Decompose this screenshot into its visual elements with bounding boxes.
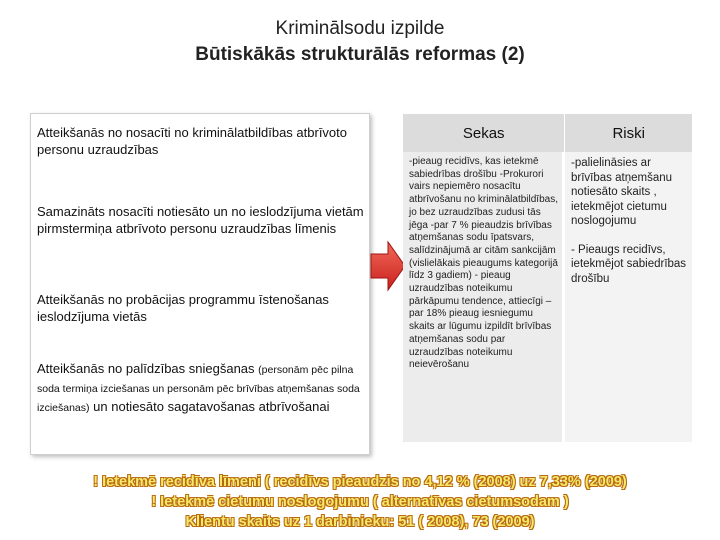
reform-item-1: Atteikšanās no nosacīti no kriminālatbildības atbrīvoto personu uzraudzības: [37, 125, 348, 157]
risk-item-2: - Pieaugs recidīvs, ietekmējot sabiedrības drošību: [571, 243, 687, 285]
consequences-risks-table: [403, 114, 693, 442]
reform-item-4: [37, 360, 365, 417]
risk-item-1: -palielināsies ar brīvības atņemšanu notiesāto skaits , ietekmējot cietumu noslogojumu: [571, 157, 673, 227]
riski-cell: [565, 152, 692, 442]
sekas-cell: -pieaug recidīvs, kas ietekmē sabiedrības drošību -Prokurori vairs nepiemēro nosacītu atbrīvošanu no kriminālatbildības, jo bez uzraudzības zudusi tās jēga -par 7 % pieaudzis brīvības atņemšanas sodu īpatsvars, salīdzinājumā ar citām sankcijām (vislielākais pieaugums kategorijā līdz 3 gadiem) - pieaug uzraudzības noteikumu pārkāpumu tendence, attiecīgi – par 18% pieaug iesniegumu skaits ar lūgumu izpildīt brīvības atņemšanas sodu par uzraudzības noteikumu neievērošanu: [403, 152, 565, 442]
footer-line-prison-load: ! Ietekmē cietumu noslogojumu ( alternatīvas cietumsodam ): [151, 494, 569, 510]
table-row: [403, 152, 693, 442]
reform-item-3: Atteikšanās no probācijas programmu īstenošanas ieslodzījuma vietās: [37, 292, 329, 324]
reform-list-box: [30, 113, 370, 455]
footer-line-client-count: Klientu skaits uz 1 darbinieku: 51 ( 2008), 73 (2009): [185, 514, 535, 530]
reform-item-4-end: un notiesāto sagatavošanas atbrīvošanai: [93, 399, 330, 414]
slide-title: Kriminālsodu izpilde: [275, 18, 445, 39]
column-header-riski: Riski: [565, 114, 693, 152]
reform-item-4-note: (personām pēc pilna soda termiņa izciešanas un personām pēc brīvības atņemšanas soda izciešanas): [37, 364, 360, 414]
column-header-sekas: Sekas: [403, 114, 565, 152]
footer-line-recidivism: ! Ietekmē recidīva līmeni ( recidīvs pieaudzis no 4,12 % (2008) uz 7,33% (2009): [93, 474, 627, 490]
slide-subtitle: Būtiskākās strukturālās reformas (2): [195, 44, 525, 65]
right-arrow-icon: [370, 240, 406, 292]
reform-item-4-main: Atteikšanās no palīdzības sniegšanas: [37, 361, 255, 376]
table-header-row: [403, 114, 693, 152]
reform-item-2: Samazināts nosacīti notiesāto un no ieslodzījuma vietām pirmstermiņa atbrīvoto personu uzraudzības līmenis: [37, 204, 364, 236]
